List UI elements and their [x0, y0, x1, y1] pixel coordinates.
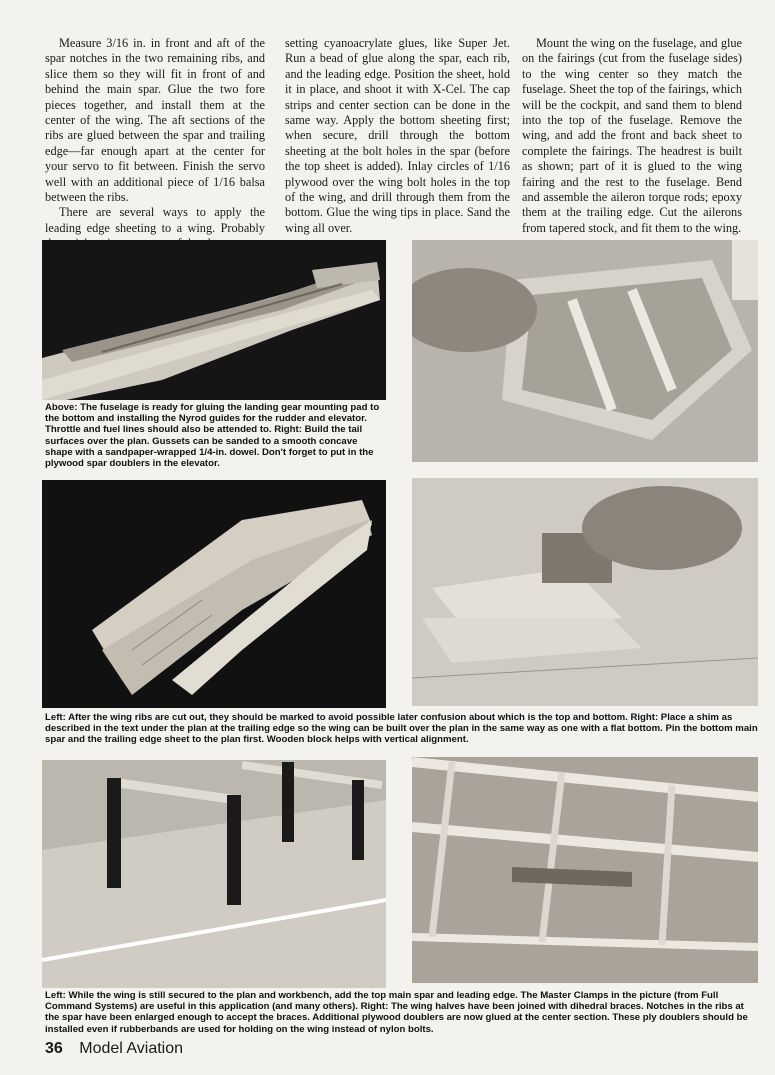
paragraph: There are several ways to apply the leading edge sheeting to a wing. Probably	[45, 205, 265, 235]
caption-bottom: Left: While the wing is still secured to the plan and workbench, add the top main spar and leading edge. The Master Clamps in the picture (from Full Command Systems) are useful in this application (and many others). Right: The wing halves have been joined with dihedral braces. Notches in the ribs at the spar have been enlarged enough to accept the braces. Additional plywood doublers are now glued at the center section. These ply doublers should be installed even if rubberbands are used for holding on the wing instead of nylon bolts.	[45, 990, 748, 1035]
caption-top: Above: The fuselage is ready for gluing the landing gear mounting pad to the bottom and installing the Nyrod guides for the rudder and elevator. Throttle and fuel lines should also be attended to. Right: Build the tail surfaces over the plan. Gussets can be sanded to a smooth concave shape with a sandpaper-wrapped 1/4-in. dowel. Don't forget to put in the plywood spar doublers in the elevator.	[45, 402, 380, 470]
paragraph: Mount the wing on the fuselage, and glue on the fairings (cut from the fuselage sides) to the wing center so they match the fuselage. Sheet the top of the fairings, which will be the cockpit, and sand them to blend into the top of the fuselage. Remove the wing, and add the front and back sheet to complete the fairings. The headrest is built as shown; part of it is glued to the wing fairing and the rest to the fuselage. Bend and assemble the aileron torque rods; epoxy them at the trailing edge. Cut the ailerons from tapered stock, and fit them to the wing.	[522, 36, 742, 235]
photo-wing-halves-joined	[412, 757, 758, 983]
paragraph: setting cyanoacrylate glues, like Super Jet. Run a bead of glue along the spar, each rib, and the leading edge. Position the sheet, hold it in place, and shoot it with X-Cel. The cap strips and center section can be done in the same way. Apply the bottom sheeting first; when secure, drill through the bottom sheeting at the bolt holes in the spar (before the top sheet is added). Inlay circles of 1/16 plywood over the wing bolt holes in the top of the wing, and drill through them from the bottom. Glue the wing tips in place. Sand the wing all over.	[285, 36, 510, 235]
article-column-2	[285, 36, 510, 236]
page-footer	[45, 1040, 183, 1058]
photo-fuselage	[42, 240, 386, 400]
paragraph: Measure 3/16 in. in front and aft of the spar notches in the two remaining ribs, and slice them so they will fit in front of and behind the main spar. Glue the two fore pieces together, and install them at the center of the wing. The aft sections of the ribs are glued between the spar and trailing edge—far enough apart at the center for your servo to fit between. Finish the servo well with an additional piece of 1/16 balsa between the ribs.	[45, 36, 265, 205]
caption-middle: Left: After the wing ribs are cut out, they should be marked to avoid possible later confusion about which is the top and bottom. Right: Place a shim as described in the text under the plan at the trailing edge so the wing can be built over the plan in the same way as one with a flat bottom. Pin the bottom main spar and the trailing edge sheet to the plan first. Wooden block helps with vertical alignment.	[45, 712, 758, 746]
photo-master-clamps	[42, 760, 386, 988]
page-number: 36	[45, 1040, 63, 1057]
article-column-1	[45, 36, 265, 252]
article-column-3	[522, 36, 742, 236]
photo-wing-ribs	[42, 480, 386, 708]
photo-tail-surfaces	[412, 240, 758, 462]
photo-wing-plan-shim	[412, 478, 758, 706]
publication-name: Model Aviation	[79, 1040, 184, 1057]
